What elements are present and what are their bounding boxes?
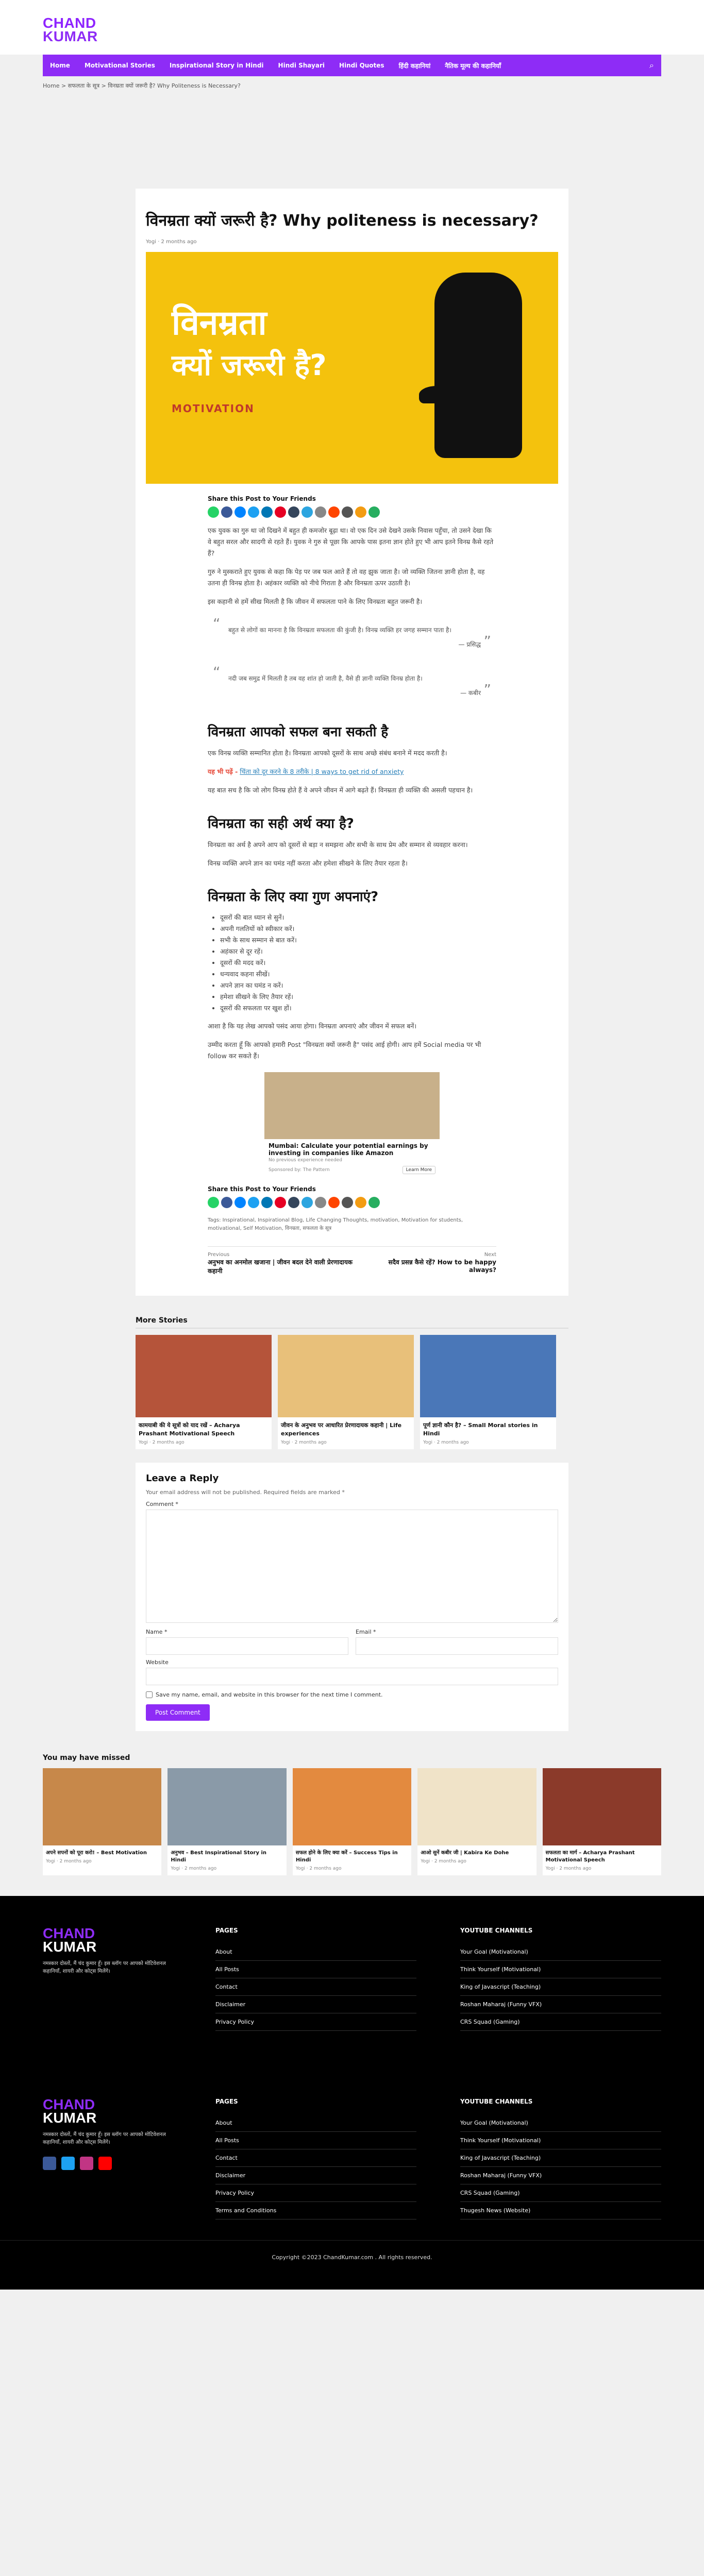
footer-link-terms[interactable]: Terms and Conditions	[215, 2202, 416, 2219]
twitter-share-icon[interactable]	[248, 506, 259, 518]
more-share-icon[interactable]	[368, 506, 380, 518]
main-nav	[43, 55, 661, 76]
site-footer: CHAND KUMAR नमस्कार दोस्तों, मैं चंद कुमार हूँ। इस ब्लॉग पर आपको मोटिवेशनल कहानियाँ, शायरी और कोट्स मिलेंगे। PAGES About All Posts Contact Disclaimer Privacy Policy YOUTUBE CHANNELS Your Goal (Motivational) Think Yourself (Motivational) King of Javascript (Teaching) Roshan Maharaj (Funny VFX) CRS Squad (Gaming)	[0, 1896, 704, 2046]
linkedin-share-icon[interactable]	[261, 506, 273, 518]
list-item: • अपनी गलतियों को स्वीकार करें।	[220, 924, 496, 934]
paragraph: यह बात सच है कि जो लोग विनम्र होते हैं वे अपने जीवन में आगे बढ़ते हैं। विनम्रता ही व्यक्ति की असली पहचान है।	[208, 786, 473, 794]
paragraph: विनम्रता का अर्थ है अपने आप को दूसरों से बड़ा न समझना और सभी के साथ प्रेम और सम्मान से व्यवहार करना।	[208, 841, 468, 849]
share-block: Share this Post to Your Friends	[208, 495, 496, 518]
paragraph: इस कहानी से हमें सीख मिलती है कि जीवन में सफलता पाने के लिए विनम्रता बहुत जरूरी है।	[208, 598, 423, 605]
reddit-share-icon[interactable]	[328, 506, 340, 518]
twitter-share-icon[interactable]	[248, 1197, 259, 1208]
story-card[interactable]: जीवन के अनुभव पर आधारित प्रेरणादायक कहानी | Life experiences Yogi · 2 months ago	[278, 1335, 414, 1449]
yt-link-roshan-maharaj[interactable]: Roshan Maharaj (Funny VFX)	[460, 2167, 661, 2184]
missed-card[interactable]: अनुभव – Best Inspirational Story in Hindi Yogi · 2 months ago	[167, 1768, 286, 1875]
yt-link-your-goal[interactable]: Your Goal (Motivational)	[460, 2114, 661, 2132]
breadcrumb: Home > सफलता के सूत्र > विनम्रता क्यों जरूरी है? Why Politeness is Necessary?	[43, 82, 241, 89]
article-meta: Yogi · 2 months ago	[146, 239, 197, 245]
tumblr-share-icon[interactable]	[288, 1197, 299, 1208]
section-heading: विनम्रता आपको सफल बना सकती है	[208, 724, 389, 740]
missed-card[interactable]: आओ सुनें कबीर जी | Kabira Ke Dohe Yogi · 2 months ago	[417, 1768, 536, 1875]
article-container	[136, 189, 568, 1296]
nav-item-naitik-kahaniyan[interactable]: नैतिक मूल्य की कहानियाँ	[445, 62, 501, 70]
paragraph: आशा है कि यह लेख आपको पसंद आया होगा। विनम्रता अपनाएं और जीवन में सफल बनें।	[208, 1022, 417, 1030]
twitter-icon[interactable]	[61, 2157, 75, 2170]
paragraph: गुरु ने मुस्कराते हुए युवक से कहा कि पेड़ पर जब फल आते हैं तो वह झुक जाता है। जो व्यक्ति जितना ज्ञानी होता है, वह उतना ही विनम्र होता है। अहंकार व्यक्ति को नीचे गिराता है और विनम्रता ऊपर उठाती है।	[208, 568, 485, 587]
facebook-share-icon[interactable]	[221, 1197, 232, 1208]
hat-figure	[419, 386, 455, 403]
share-block: Share this Post to Your Friends	[208, 1185, 496, 1208]
bowing-man-figure	[434, 273, 522, 458]
footer-link-about[interactable]: About	[215, 2114, 416, 2132]
missed-card[interactable]: सफलता का मार्ग – Acharya Prashant Motivational Speech Yogi · 2 months ago	[543, 1768, 661, 1875]
missed-card[interactable]: सफल होने के लिए क्या करें – Success Tips in Hindi Yogi · 2 months ago	[293, 1768, 411, 1875]
list-item: • धन्यवाद कहना सीखें।	[220, 969, 496, 979]
quote: “ बहुत से लोगों का मानना है कि विनम्रता सफलता की कुंजी है। विनम्र व्यक्ति हर जगह सम्मान पाता है। — प्रसिद्ध ”	[213, 615, 491, 650]
section-heading: विनम्रता के लिए क्या गुण अपनाएं?	[208, 889, 379, 905]
footer-link-all-posts[interactable]: All Posts	[215, 2132, 416, 2149]
facebook-share-icon[interactable]	[221, 506, 232, 518]
footer-logo[interactable]: CHAND KUMAR	[43, 1925, 97, 1955]
nav-item-hindi-shayari[interactable]: Hindi Shayari	[278, 62, 325, 69]
list-item: • हमेशा सीखने के लिए तैयार रहें।	[220, 992, 496, 1002]
footer-logo[interactable]: CHAND KUMAR	[43, 2096, 97, 2126]
paragraph: उम्मीद करता हूँ कि आपको हमारी Post "विनम्रता क्यों जरूरी है" पसंद आई होगी। आप हमें Social media पर भी follow कर सकते हैं।	[208, 1041, 481, 1060]
more-share-icon[interactable]	[368, 1197, 380, 1208]
footer-link-disclaimer[interactable]: Disclaimer	[215, 1996, 416, 2013]
story-thumbnail	[136, 1335, 272, 1417]
paragraph: एक युवक का गुरु था जो दिखने में बहुत ही कमजोर बूढ़ा था। वो एक दिन उसे देखने उसके निवास पहुँचा, तो उसने देखा कि वे बहुत सरल और सादगी से रहते हैं। युवक ने गुरु से पूछा कि आपके पास इतना ज्ञान होते हुए भी आप इतने विनम्र कैसे रहते हैं?	[208, 527, 494, 557]
whatsapp-share-icon[interactable]	[208, 506, 219, 518]
search-icon[interactable]: ⌕	[649, 60, 654, 70]
pinterest-share-icon[interactable]	[275, 506, 286, 518]
yt-link-thugesh-news[interactable]: Thugesh News (Website)	[460, 2202, 661, 2219]
reply-title: Leave a Reply	[146, 1473, 219, 1484]
telegram-share-icon[interactable]	[301, 1197, 313, 1208]
missed-thumbnail	[417, 1768, 536, 1845]
comment-form: Leave a Reply Your email address will not be published. Required fields are marked * Comment * Name * Email * Website Save my name, email, and website in this browser for the next time I comment. Post Comment	[136, 1463, 568, 1731]
nav-item-inspirational-story[interactable]: Inspirational Story in Hindi	[169, 62, 264, 69]
article-title: विनम्रता क्यों जरूरी है? Why politeness is necessary?	[146, 212, 539, 230]
yt-link-crs-squad[interactable]: CRS Squad (Gaming)	[460, 2184, 661, 2202]
nav-item-hindi-quotes[interactable]: Hindi Quotes	[339, 62, 384, 69]
footer-link-privacy[interactable]: Privacy Policy	[215, 2013, 416, 2031]
list-item: • दूसरों की मदद करें।	[220, 958, 496, 968]
pinterest-share-icon[interactable]	[275, 1197, 286, 1208]
list-item: • अपने ज्ञान का घमंड न करें।	[220, 980, 496, 991]
quote: “ नदी जब समुद्र में मिलती है तब वह शांत हो जाती है, वैसे ही ज्ञानी व्यक्ति विनम्र होता है। — कबीर ”	[213, 664, 491, 698]
copy-share-icon[interactable]	[355, 1197, 366, 1208]
next-post-link[interactable]: Next सदैव प्रसन्न कैसे रहें? How to be happy always?	[388, 1252, 496, 1274]
read-more-link[interactable]: चिंता को दूर करने के 8 तरीके | 8 ways to get rid of anxiety	[240, 768, 404, 775]
print-share-icon[interactable]	[342, 1197, 353, 1208]
post-tags: Tags: Inspirational, Inspirational Blog, Life Changing Thoughts, motivation, Motivation for students, motivational, Self Motivation, विनम्रता, सफलता के सूत्र	[208, 1217, 463, 1231]
missed-thumbnail	[543, 1768, 661, 1845]
yt-link-king-of-javascript[interactable]: King of Javascript (Teaching)	[460, 1978, 661, 1996]
site-header	[0, 0, 704, 55]
missed-thumbnail	[167, 1768, 286, 1845]
email-field[interactable]	[356, 1637, 558, 1655]
list-item: • दूसरों की बात ध्यान से सुनें।	[220, 912, 496, 923]
copyright: Copyright ©2023 ChandKumar.com . All rights reserved.	[0, 2240, 704, 2274]
telegram-share-icon[interactable]	[301, 506, 313, 518]
nav-item-home[interactable]: Home	[50, 62, 70, 69]
footer-link-privacy[interactable]: Privacy Policy	[215, 2184, 416, 2202]
youtube-icon[interactable]	[98, 2157, 112, 2170]
email-share-icon[interactable]	[315, 1197, 326, 1208]
yt-link-king-of-javascript[interactable]: King of Javascript (Teaching)	[460, 2149, 661, 2167]
list-item: • सभी के साथ सम्मान से बात करें।	[220, 935, 496, 945]
missed-thumbnail	[43, 1768, 161, 1845]
more-stories	[136, 1316, 568, 1449]
footer-link-all-posts[interactable]: All Posts	[215, 1961, 416, 1978]
story-card[interactable]: पूर्ण ज्ञानी कौन है? – Small Moral stories in Hindi Yogi · 2 months ago	[420, 1335, 556, 1449]
yt-link-your-goal[interactable]: Your Goal (Motivational)	[460, 1943, 661, 1961]
missed-card[interactable]: अपने सपनों को पूरा करो! – Best Motivation Yogi · 2 months ago	[43, 1768, 161, 1875]
ad-learn-more-button[interactable]: Learn More	[403, 1166, 435, 1174]
post-comment-button[interactable]: Post Comment	[146, 1704, 210, 1721]
nav-item-hindi-kahaniyan[interactable]: हिंदी कहानियां	[398, 62, 431, 70]
nav-item-motivational-stories[interactable]: Motivational Stories	[84, 62, 155, 69]
story-thumbnail	[278, 1335, 414, 1417]
site-footer-full: CHAND KUMAR नमस्कार दोस्तों, मैं चंद कुमार हूँ। इस ब्लॉग पर आपको मोटिवेशनल कहानियाँ, शायरी और कोट्स मिलेंगे। PAGES About All Posts Contact Disclaimer Privacy Policy Terms and Conditions YOUTUBE CHANNELS Your Goal (Motivational) Think Yourself (Motivational) King of Javascript (Teaching) Roshan Maharaj (Funny VFX) CRS Squad (Gaming) Thugesh News (Website) Copyright ©2023 ChandKumar.com . All rights reserved.	[0, 2046, 704, 2290]
footer-link-about[interactable]: About	[215, 1943, 416, 1961]
more-stories-title: More Stories	[136, 1316, 568, 1329]
list-item: • अहंकार से दूर रहें।	[220, 946, 496, 957]
story-thumbnail	[420, 1335, 556, 1417]
yt-link-crs-squad[interactable]: CRS Squad (Gaming)	[460, 2013, 661, 2031]
paragraph: एक विनम्र व्यक्ति सम्मानित होता है। विनम्रता आपको दूसरों के साथ अच्छे संबंध बनाने में मदद करती है।	[208, 749, 447, 757]
email-share-icon[interactable]	[315, 506, 326, 518]
list-item: • दूसरों की सफलता पर खुश हों।	[220, 1003, 496, 1013]
featured-image: विनम्रता क्यों जरूरी है? MOTIVATION	[146, 252, 558, 484]
instagram-icon[interactable]	[80, 2157, 93, 2170]
you-may-have-missed: You may have missed अपने सपनों को पूरा करो! – Best Motivation Yogi · 2 months ago अनुभव – Best Inspirational Story in Hindi Yogi · 2 months ago सफल होने के लिए क्या करें – Success Tips in Hindi Yogi · 2 months ago आओ सुनें कबीर जी | Kabira Ke Dohe Yogi · 2 months ago सफलता का मार्ग – Acharya Prashant Motivational Speech Yogi · 2 months ago	[43, 1754, 661, 1875]
section-heading: विनम्रता का सही अर्थ क्या है?	[208, 816, 354, 832]
linkedin-share-icon[interactable]	[261, 1197, 273, 1208]
yt-link-think-yourself[interactable]: Think Yourself (Motivational)	[460, 2132, 661, 2149]
site-logo[interactable]: CHAND KUMAR	[43, 15, 98, 44]
save-info-checkbox[interactable]	[146, 1691, 153, 1698]
sponsored-ad[interactable]: Mumbai: Calculate your potential earnings by investing in companies like Amazon No previous experience needed Sponsored by: The Pattern Learn More	[264, 1072, 440, 1174]
comment-textarea[interactable]	[146, 1510, 558, 1623]
story-card[interactable]: कामयाबी की ये सूत्रों को याद रखें – Acharya Prashant Motivational Speech Yogi · 2 months ago	[136, 1335, 272, 1449]
website-field[interactable]	[146, 1668, 558, 1685]
post-navigation	[208, 1246, 496, 1275]
missed-thumbnail	[293, 1768, 411, 1845]
prev-post-link[interactable]: Previous अनुभव का अनमोल खजाना | जीवन बदल देने वाली प्रेरणादायक कहानी	[208, 1252, 353, 1275]
messenger-share-icon[interactable]	[234, 506, 246, 518]
tumblr-share-icon[interactable]	[288, 506, 299, 518]
copy-share-icon[interactable]	[355, 506, 366, 518]
footer-link-disclaimer[interactable]: Disclaimer	[215, 2167, 416, 2184]
facebook-icon[interactable]	[43, 2157, 56, 2170]
yt-link-think-yourself[interactable]: Think Yourself (Motivational)	[460, 1961, 661, 1978]
messenger-share-icon[interactable]	[234, 1197, 246, 1208]
qualities-list	[220, 912, 496, 1013]
ad-image	[264, 1072, 440, 1139]
yt-link-roshan-maharaj[interactable]: Roshan Maharaj (Funny VFX)	[460, 1996, 661, 2013]
footer-link-contact[interactable]: Contact	[215, 1978, 416, 1996]
paragraph: विनम्र व्यक्ति अपने ज्ञान का घमंड नहीं करता और हमेशा सीखने के लिए तैयार रहता है।	[208, 859, 408, 867]
read-more: यह भी पढ़ें - चिंता को दूर करने के 8 तरीके | 8 ways to get rid of anxiety	[208, 768, 404, 775]
reddit-share-icon[interactable]	[328, 1197, 340, 1208]
whatsapp-share-icon[interactable]	[208, 1197, 219, 1208]
print-share-icon[interactable]	[342, 506, 353, 518]
name-field[interactable]	[146, 1637, 348, 1655]
footer-link-contact[interactable]: Contact	[215, 2149, 416, 2167]
